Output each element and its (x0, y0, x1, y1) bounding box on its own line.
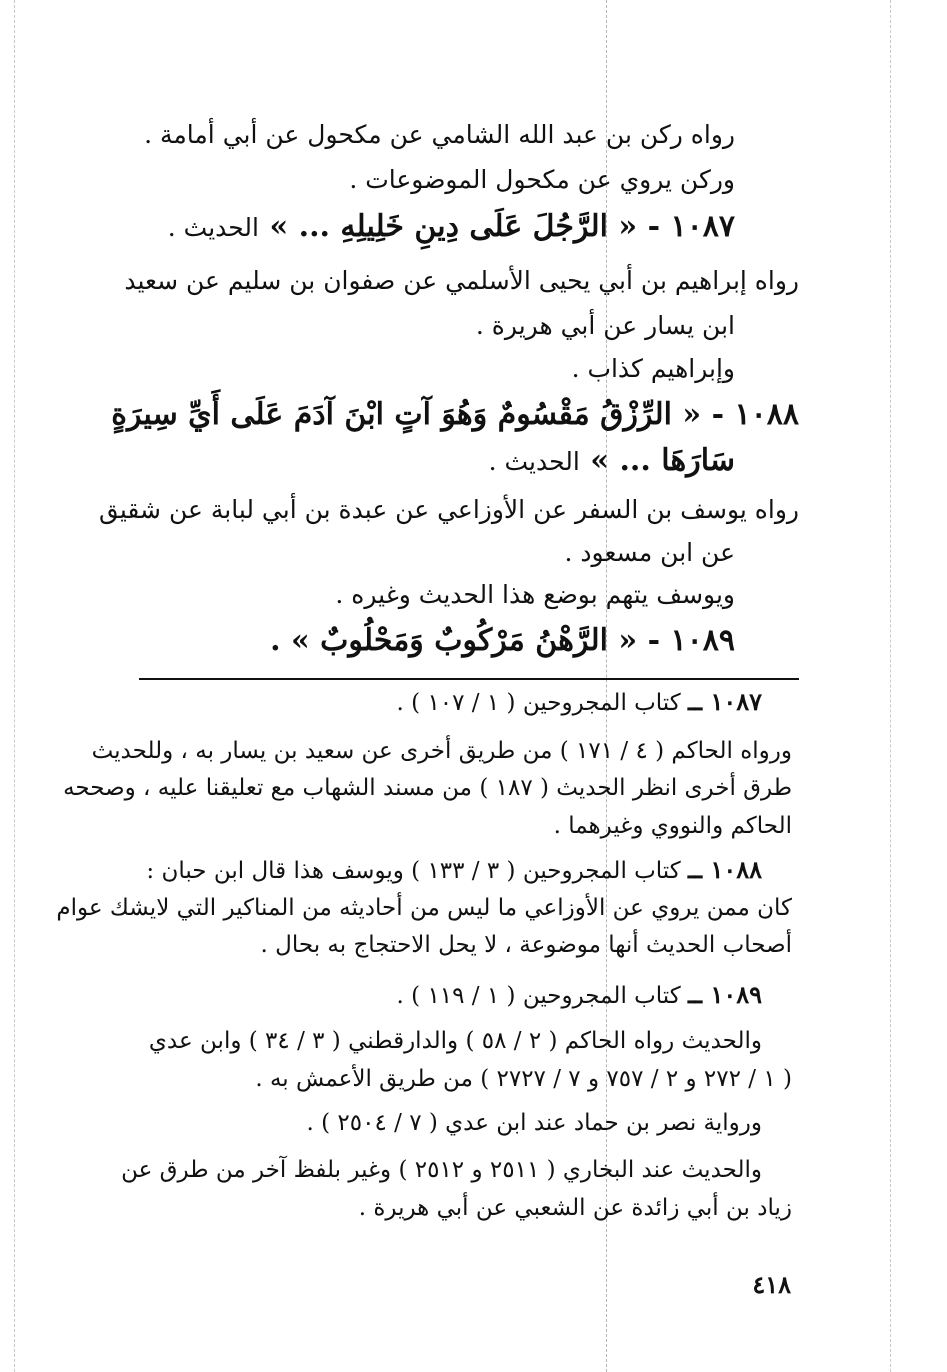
footnote-line: الحاكم والنووي وغيرهما . (553, 813, 792, 839)
hadith-heading-1088 (111, 397, 799, 432)
footnote-text: كتاب المجروحين ( ١ / ١١٩ ) . (396, 983, 681, 1009)
main-text-line: وركن يروي عن مكحول الموضوعات . (349, 165, 735, 194)
footnote-line: كان ممن يروي عن الأوزاعي ما ليس من أحاديثه من المناكير التي لايشك عوام (56, 895, 792, 921)
footnote-line: ورواية نصر بن حماد عند ابن عدي ( ٧ / ٢٥٠٤ ) . (306, 1110, 762, 1136)
hadith-text: « الرِّزْقُ مَقْسُومٌ وَهُوَ آتٍ ابْنَ آدَمَ عَلَى أَيِّ سِيرَةٍ (111, 397, 702, 432)
footnote-line: والحديث عند البخاري ( ٢٥١١ و ٢٥١٢ ) وغير بلفظ آخر من طرق عن (121, 1157, 762, 1183)
footnote-line: طرق أخرى انظر الحديث ( ١٨٧ ) من مسند الشهاب مع تعليقنا عليه ، وصححه (63, 775, 792, 801)
footnote-1087 (396, 687, 762, 716)
main-text-line: رواه إبراهيم بن أبي يحيى الأسلمي عن صفوان بن سليم عن سعيد (124, 266, 799, 295)
main-text-line: رواه ركن بن عبد الله الشامي عن مكحول عن أبي أمامة . (144, 120, 735, 149)
hadith-text: « الرَّجُلَ عَلَى دِينِ خَلِيلِهِ ... » (269, 209, 638, 244)
scan-margin-line (890, 0, 891, 1372)
footnote-separator (139, 678, 799, 680)
footnote-1089 (396, 980, 762, 1009)
footnote-line: ورواه الحاكم ( ٤ / ١٧١ ) من طريق أخرى عن سعيد بن يسار به ، وللحديث (91, 738, 792, 764)
hadith-heading-1089 (270, 623, 735, 658)
hadith-heading-1087 (167, 209, 735, 244)
footnote-line: والحديث رواه الحاكم ( ٢ / ٥٨ ) والدارقطني ( ٣ / ٣٤ ) وابن عدي (148, 1028, 762, 1054)
main-text-line: ابن يسار عن أبي هريرة . (475, 311, 735, 340)
hadith-number: ١٠٨٩ - (647, 623, 735, 658)
hadith-tail: الحديث . (488, 447, 580, 476)
hadith-number: ١٠٨٨ - (711, 397, 799, 432)
footnote-text: كتاب المجروحين ( ٣ / ١٣٣ ) ويوسف هذا قال ابن حبان : (146, 858, 681, 884)
hadith-text: « الرَّهْنُ مَرْكُوبٌ وَمَحْلُوبٌ » . (270, 623, 638, 658)
main-text-line: وإبراهيم كذاب . (571, 354, 735, 383)
footnote-line: ( ١ / ٢٧٢ و ٢ / ٧٥٧ و ٧ / ٢٧٢٧ ) من طريق الأعمش به . (255, 1066, 792, 1092)
scan-margin-line (14, 0, 15, 1372)
hadith-number: ١٠٨٧ - (647, 209, 735, 244)
hadith-tail: الحديث . (167, 213, 259, 242)
main-text-line: ويوسف يتهم بوضع هذا الحديث وغيره . (335, 580, 735, 609)
main-text-line: رواه يوسف بن السفر عن الأوزاعي عن عبدة بن أبي لبابة عن شقيق (99, 495, 799, 524)
footnote-text: كتاب المجروحين ( ١ / ١٠٧ ) . (396, 690, 681, 716)
footnote-number: ١٠٨٧ ــ (688, 687, 762, 716)
main-text-line: عن ابن مسعود . (564, 538, 735, 567)
footnote-number: ١٠٨٨ ــ (688, 855, 762, 884)
footnote-number: ١٠٨٩ ــ (688, 980, 762, 1009)
footnote-line: زياد بن أبي زائدة عن الشعبي عن أبي هريرة . (358, 1195, 792, 1221)
hadith-text: سَارَهَا ... » (590, 443, 735, 478)
hadith-heading-1088-cont (488, 443, 735, 478)
footnote-1088 (146, 855, 762, 884)
page-number: ٤١٨ (752, 1270, 791, 1299)
footnote-line: أصحاب الحديث أنها موضوعة ، لا يحل الاحتجاج به بحال . (260, 932, 792, 958)
